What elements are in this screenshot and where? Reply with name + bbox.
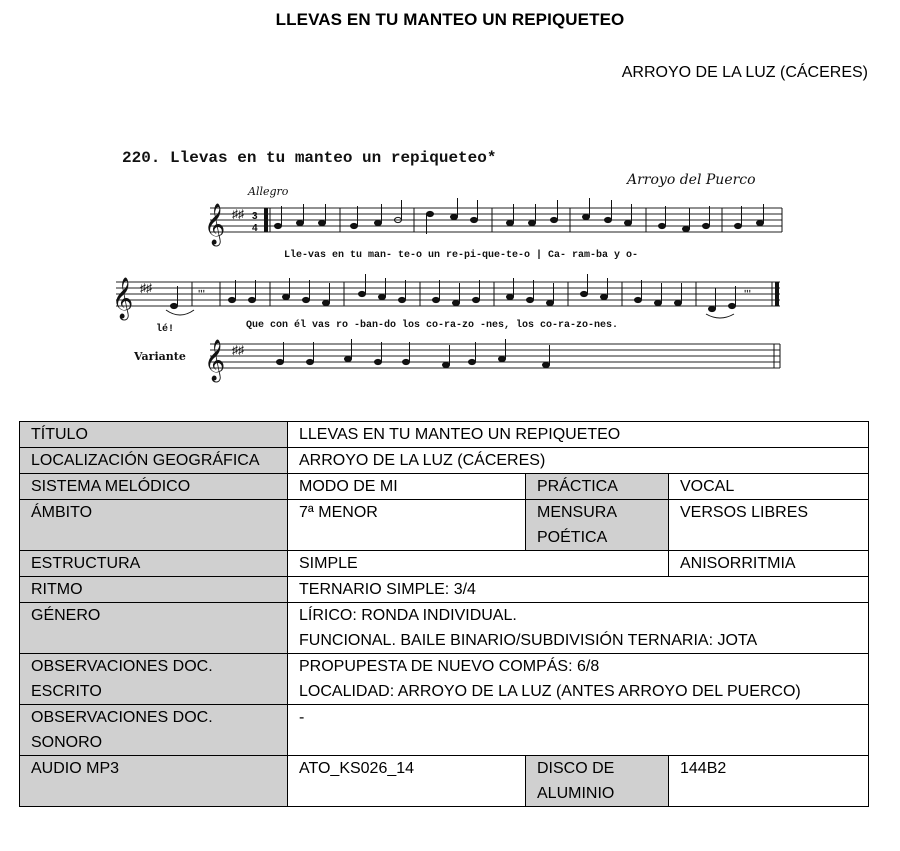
notes-staff-1 [275,198,783,234]
svg-text:3: 3 [252,211,258,222]
row-audio [20,756,869,807]
label-localizacion: LOCALIZACIÓN GEOGRÁFICA [20,448,288,474]
value-observaciones-sonoro: - [288,705,869,756]
value-mensura-poetica: VERSOS LIBRES [669,500,869,551]
label-estructura: ESTRUCTURA [20,551,288,577]
label-audio-mp3: AUDIO MP3 [20,756,288,807]
score-number-title: 220. Llevas en tu manteo un repiqueteo* [122,149,497,167]
value-titulo: LLEVAS EN TU MANTEO UN REPIQUETEO [288,422,869,448]
label-genero: GÉNERO [20,603,288,654]
score-tempo: Allegro [248,185,289,198]
label-observaciones-escrito: OBSERVACIONES DOC. ESCRITO [20,654,288,705]
label-observaciones-sonoro: OBSERVACIONES DOC. SONORO [20,705,288,756]
value-disco-aluminio: 144B2 [669,756,869,807]
document-title: LLEVAS EN TU MANTEO UN REPIQUETEO [275,10,625,29]
row-estructura [20,551,869,577]
label-ritmo: RITMO [20,577,288,603]
lyrics-line-1: Lle-vas en tu man- te-o un re-pi-que-te-o | Ca- ram-ba y o- [284,250,639,261]
value-localizacion: ARROYO DE LA LUZ (CÁCERES) [288,448,869,474]
lyrics-line-2-start: lé! [156,324,175,335]
row-genero [20,603,869,654]
label-sistema-melodico: SISTEMA MELÓDICO [20,474,288,500]
svg-text:𝄞: 𝄞 [112,278,134,319]
label-disco-aluminio: DISCO DE ALUMINIO [526,756,669,807]
value-ritmo: TERNARIO SIMPLE: 3/4 [288,577,869,603]
value-estructura: SIMPLE [288,551,669,577]
value-estructura-2: ANISORRITMIA [669,551,869,577]
row-ritmo [20,577,869,603]
variant-label: Variante [134,350,186,363]
row-observaciones-sonoro [20,705,869,756]
staff-line-variant [210,344,780,368]
document-place: ARROYO DE LA LUZ (CÁCERES) [621,64,868,81]
row-localizacion [20,448,869,474]
label-titulo: TÍTULO [20,422,288,448]
value-sistema-melodico: MODO DE MI [288,474,526,500]
label-mensura-poetica: MENSURA POÉTICA [526,500,669,551]
song-info-table [19,421,869,807]
label-practica: PRÁCTICA [526,474,669,500]
value-practica: VOCAL [669,474,869,500]
svg-text:4: 4 [252,223,258,234]
treble-clef-icon: 𝄞 [204,204,226,245]
music-score-image [110,138,800,388]
value-audio-mp3[interactable]: ATO_KS026_14 [288,756,526,807]
svg-text:♯♯: ♯♯ [232,207,244,221]
value-genero: LÍRICO: RONDA INDIVIDUAL. FUNCIONAL. BAILE BINARIO/SUBDIVISIÓN TERNARIA: JOTA [288,603,869,654]
notes-staff-variant [277,339,781,368]
row-ambito [20,500,869,551]
row-titulo [20,422,869,448]
svg-text:ʹʹʹ: ʹʹʹ [744,287,751,301]
svg-text:ʹʹʹ: ʹʹʹ [198,287,205,301]
svg-text:♯♯: ♯♯ [140,281,152,295]
row-sistema-melodico [20,474,869,500]
row-observaciones-escrito [20,654,869,705]
lyrics-line-2: Que con él vas ro -ban-do los co-ra-zo -nes, los co-ra-zo-nes. [246,320,619,331]
svg-text:𝄞: 𝄞 [204,340,226,381]
value-ambito: 7ª MENOR [288,500,526,551]
staff-line-1 [210,208,782,232]
value-observaciones-escrito: PROPUPESTA DE NUEVO COMPÁS: 6/8 LOCALIDAD: ARROYO DE LA LUZ (ANTES ARROYO DEL PUERCO) [288,654,869,705]
svg-text:♯♯: ♯♯ [232,343,244,357]
score-place: Arroyo del Puerco [627,172,756,188]
label-ambito: ÁMBITO [20,500,288,551]
